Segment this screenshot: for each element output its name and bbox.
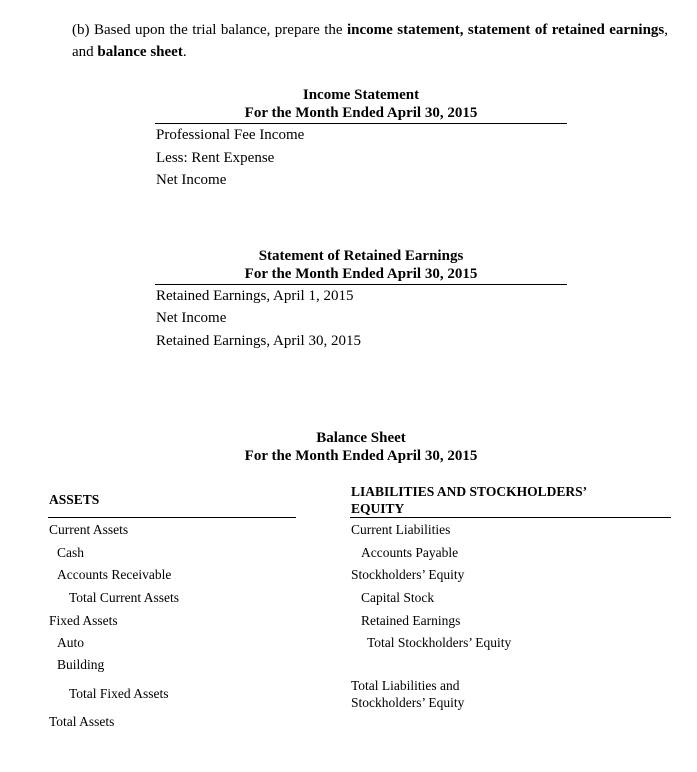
balance-sheet-title: Balance Sheet (316, 430, 406, 446)
retained-earnings-title: Statement of Retained Earnings (258, 248, 464, 264)
asset-row-fixed-assets: Fixed Assets (49, 613, 118, 628)
income-statement-title: Income Statement (302, 87, 420, 103)
retained-earnings-period: For the Month Ended April 30, 2015 (244, 266, 478, 282)
liabilities-rule (350, 517, 671, 518)
asset-row-building: Building (57, 657, 105, 672)
asset-row-cash: Cash (57, 545, 84, 560)
instruction-bold-2: balance sheet (97, 44, 183, 60)
liab-row-current-liabilities: Current Liabilities (351, 522, 451, 537)
income-row-rent: Less: Rent Expense (156, 150, 275, 166)
liab-row-capital-stock: Capital Stock (361, 590, 435, 605)
liab-row-stockholders-equity: Stockholders’ Equity (351, 567, 465, 582)
instruction-bold-1: income statement, statement of retained earnings (346, 22, 665, 38)
income-row-net: Net Income (156, 172, 227, 188)
liab-row-total-line1: Total Liabilities and (351, 678, 460, 693)
asset-row-total-assets: Total Assets (49, 714, 115, 729)
asset-row-current-assets: Current Assets (49, 522, 129, 537)
liab-row-total-stockholders-equity: Total Stockholders’ Equity (367, 635, 512, 650)
re-row-beginning: Retained Earnings, April 1, 2015 (156, 288, 354, 304)
assets-rule (48, 517, 296, 518)
asset-row-accounts-receivable: Accounts Receivable (57, 567, 172, 582)
asset-row-total-fixed: Total Fixed Assets (69, 686, 169, 701)
liab-row-total-line2: Stockholders’ Equity (351, 695, 465, 710)
re-row-ending: Retained Earnings, April 30, 2015 (156, 333, 361, 349)
retained-earnings-rule (155, 284, 567, 285)
instruction-text-2: , and (72, 22, 668, 60)
liab-row-retained-earnings: Retained Earnings (361, 613, 461, 628)
income-statement-rule (155, 123, 567, 124)
assets-heading: ASSETS (49, 492, 100, 507)
income-row-fee: Professional Fee Income (156, 127, 305, 143)
income-statement-period: For the Month Ended April 30, 2015 (244, 105, 478, 121)
instruction-text-1: Based upon the trial balance, prepare the (93, 22, 343, 38)
instruction-text (72, 19, 668, 63)
instruction-text-3: . (182, 44, 187, 60)
re-row-net-income: Net Income (156, 310, 227, 326)
liab-row-accounts-payable: Accounts Payable (361, 545, 459, 560)
part-label: (b) (72, 22, 90, 38)
asset-row-total-current: Total Current Assets (69, 590, 180, 605)
liabilities-heading-line1: LIABILITIES AND STOCKHOLDERS’ (351, 484, 588, 499)
balance-sheet-period: For the Month Ended April 30, 2015 (244, 448, 478, 464)
asset-row-auto: Auto (57, 635, 84, 650)
liabilities-heading-line2: EQUITY (351, 501, 405, 516)
